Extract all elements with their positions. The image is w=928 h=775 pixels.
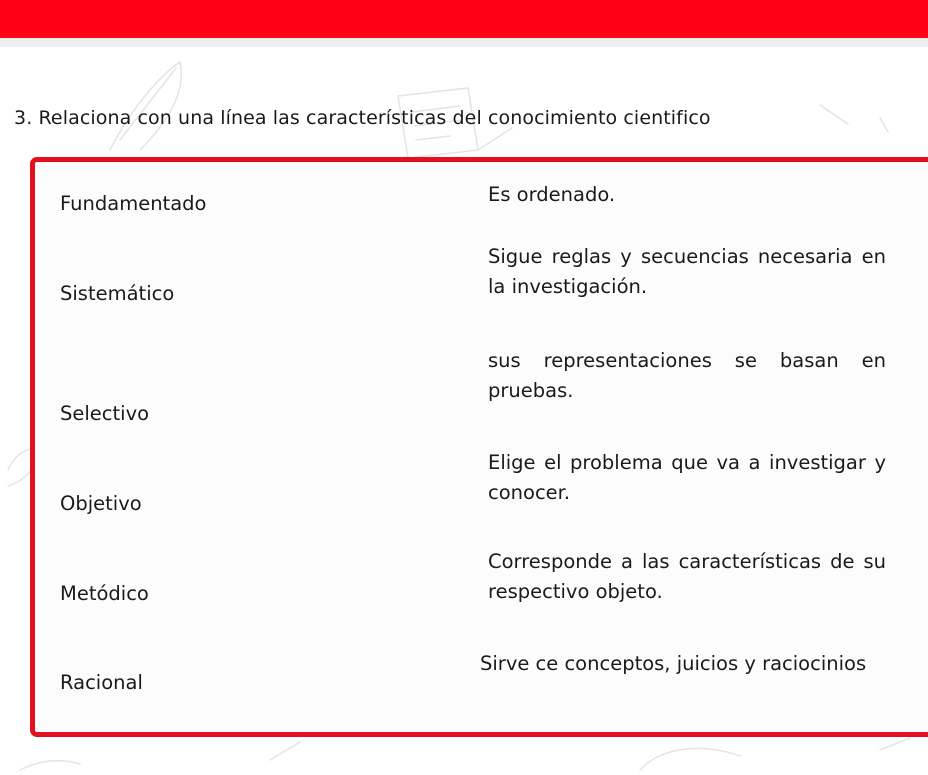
- header-strip: [0, 38, 928, 47]
- term-metodico: Metódico: [60, 582, 149, 605]
- header-bar: [0, 0, 928, 38]
- description-ordenado: Es ordenado.: [488, 183, 616, 206]
- description-objeto: Corresponde a las características de su respectivo objeto.: [488, 550, 886, 603]
- description-conceptos: Sirve ce conceptos, juicios y raciocinios: [480, 652, 867, 675]
- description-pruebas: sus representaciones se basan en pruebas.: [488, 349, 886, 402]
- description-problema: Elige el problema que va a investigar y conocer.: [488, 451, 886, 504]
- term-objetivo: Objetivo: [60, 492, 142, 515]
- question-text: 3. Relaciona con una línea las características del conocimiento cientifico: [14, 107, 711, 129]
- term-fundamentado: Fundamentado: [60, 192, 207, 215]
- term-sistematico: Sistemático: [60, 282, 175, 305]
- term-selectivo: Selectivo: [60, 402, 150, 425]
- term-racional: Racional: [60, 671, 143, 694]
- description-reglas: Sigue reglas y secuencias necesaria en la investigación.: [488, 245, 886, 298]
